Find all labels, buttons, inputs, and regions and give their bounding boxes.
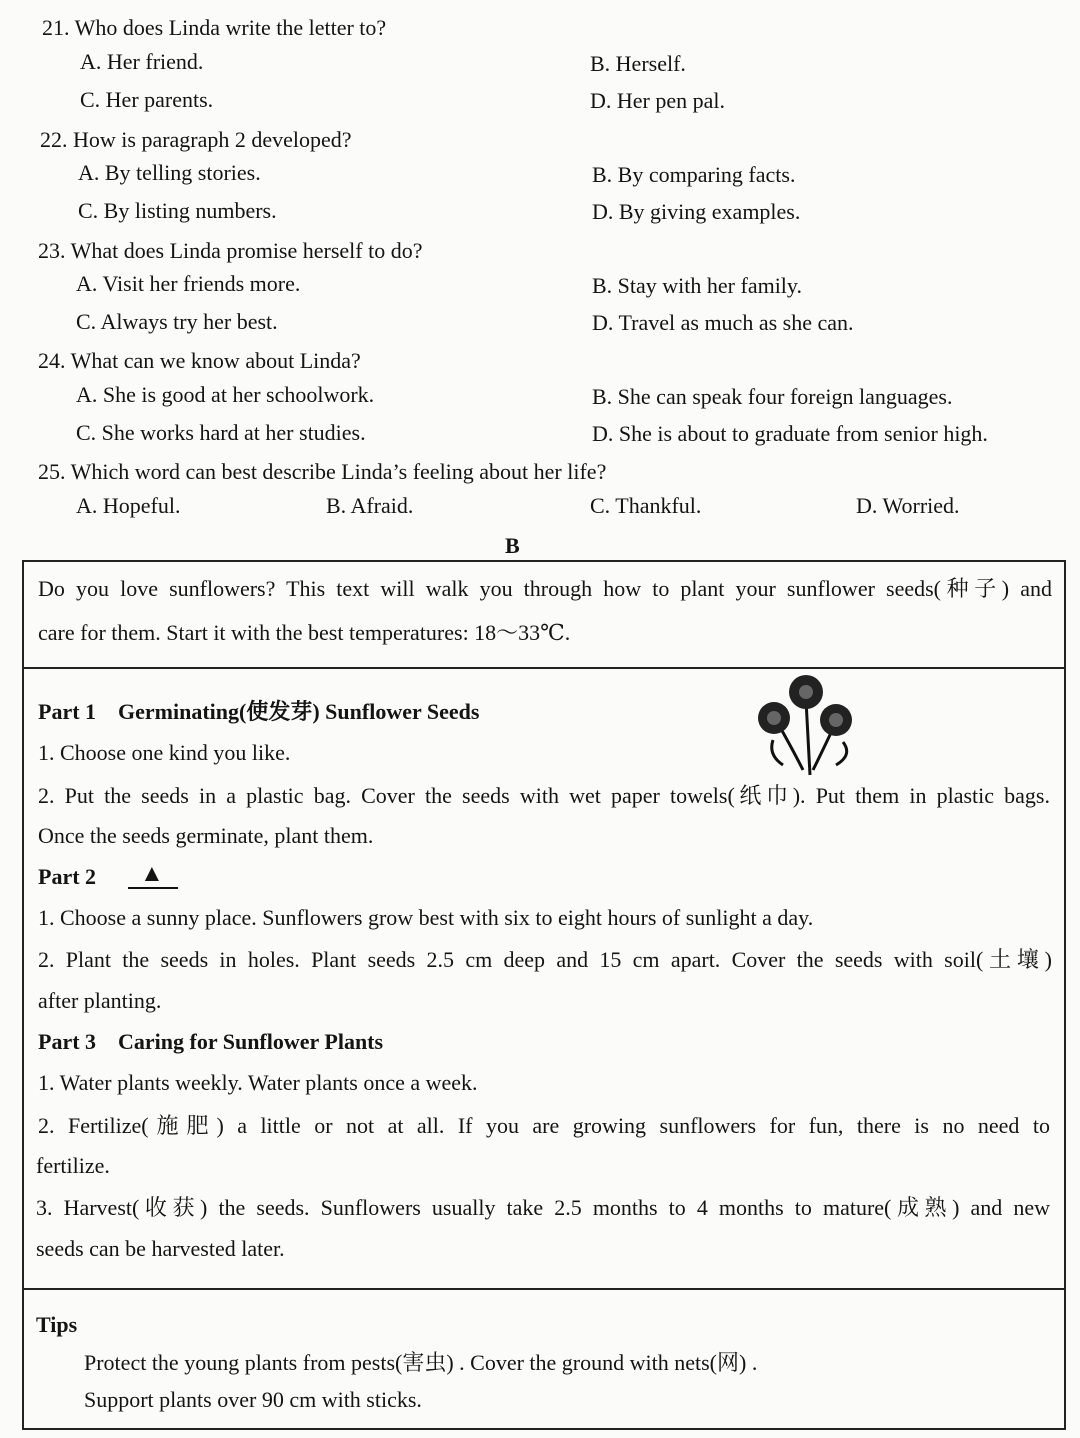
tips-line: Support plants over 90 cm with sticks.	[84, 1387, 422, 1412]
part3-line: 3. Harvest(收获) the seeds. Sunflowers usually take 2.5 months to 4 months to mature(成熟) and new	[36, 1195, 1050, 1220]
option-22c: C. By listing numbers.	[78, 198, 277, 223]
divider	[22, 1288, 1064, 1290]
option-23a: A. Visit her friends more.	[76, 271, 301, 296]
option-25d: D. Worried.	[856, 493, 960, 518]
part3-line: fertilize.	[36, 1153, 110, 1178]
question-23: 23. What does Linda promise herself to do?	[38, 238, 423, 263]
part2-line: 1. Choose a sunny place. Sunflowers grow best with six to eight hours of sunlight a day.	[38, 905, 814, 930]
option-25b: B. Afraid.	[326, 493, 414, 518]
option-22a: A. By telling stories.	[78, 160, 261, 185]
tips-line: Protect the young plants from pests(害虫) . Cover the ground with nets(网) .	[84, 1350, 758, 1375]
question-24: 24. What can we know about Linda?	[38, 348, 361, 373]
part2-line: after planting.	[38, 988, 162, 1013]
option-25a: A. Hopeful.	[76, 493, 181, 518]
tips-title: Tips	[36, 1312, 78, 1337]
part3-line: 2. Fertilize(施肥) a little or not at all. If you are growing sunflowers for fun, there is no need to	[38, 1113, 1050, 1138]
option-22d: D. By giving examples.	[592, 199, 801, 224]
option-23b: B. Stay with her family.	[592, 273, 802, 298]
option-24c: C. She works hard at her studies.	[76, 420, 366, 445]
option-24d: D. She is about to graduate from senior high.	[592, 421, 988, 446]
divider	[22, 667, 1064, 669]
option-21d: D. Her pen pal.	[590, 88, 726, 113]
question-22: 22. How is paragraph 2 developed?	[40, 127, 352, 152]
option-25c: C. Thankful.	[590, 493, 702, 518]
part3-line: seeds can be harvested later.	[36, 1236, 285, 1261]
passage-box	[22, 560, 1066, 1430]
part1-line: Once the seeds germinate, plant them.	[38, 823, 374, 848]
part1-line: 2. Put the seeds in a plastic bag. Cover the seeds with wet paper towels(纸巾). Put them in plastic bags.	[38, 783, 1050, 808]
intro-line: Do you love sunflowers? This text will walk you through how to plant your sunflower seeds(种子) and	[38, 576, 1052, 601]
option-21c: C. Her parents.	[80, 87, 214, 112]
option-21b: B. Herself.	[590, 51, 686, 76]
sunflower-illustration	[748, 670, 863, 780]
part3-title: Part 3 Caring for Sunflower Plants	[38, 1029, 384, 1054]
option-23d: D. Travel as much as she can.	[592, 310, 854, 335]
section-label: B	[505, 533, 520, 558]
intro-line: care for them. Start it with the best temperatures: 18～33℃.	[38, 620, 571, 645]
part2-title: Part 2	[38, 864, 97, 889]
question-25: 25. Which word can best describe Linda’s feeling about her life?	[38, 459, 607, 484]
option-24a: A. She is good at her schoolwork.	[76, 382, 375, 407]
part1-title: Part 1 Germinating(使发芽) Sunflower Seeds	[38, 699, 480, 724]
part1-line: 1. Choose one kind you like.	[38, 740, 291, 765]
part3-line: 1. Water plants weekly. Water plants once a week.	[38, 1070, 478, 1095]
option-21a: A. Her friend.	[80, 49, 204, 74]
blank-triangle: ▲	[140, 861, 164, 887]
option-24b: B. She can speak four foreign languages.	[592, 384, 953, 409]
blank-line	[128, 887, 178, 889]
question-21: 21. Who does Linda write the letter to?	[42, 15, 387, 40]
option-23c: C. Always try her best.	[76, 309, 278, 334]
part2-line: 2. Plant the seeds in holes. Plant seeds 2.5 cm deep and 15 cm apart. Cover the seeds with soil(土壤)	[38, 947, 1052, 972]
option-22b: B. By comparing facts.	[592, 162, 796, 187]
